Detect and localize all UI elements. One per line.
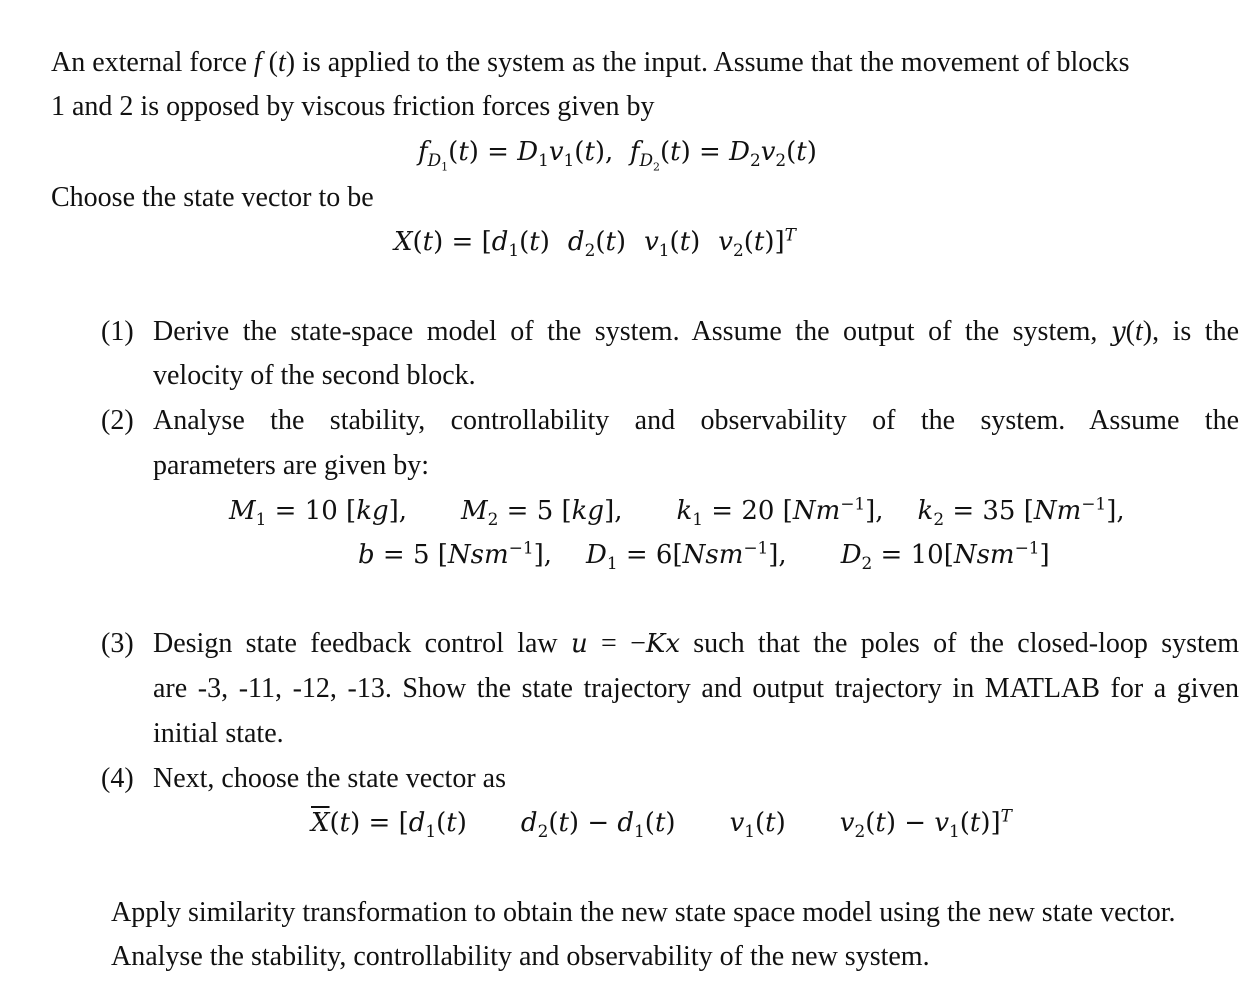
question-1-line-1: (1) Derive the state-space model of the system. Assume the output of the system, y(t), is the — [101, 316, 1240, 347]
new-state-vector-equation: $\overline{X}(t) = [d_1(t) d_2(t) - d_1(t)$ $v_1(t) v_2(t) - v_1(t)]^T$ — [311, 805, 1012, 842]
question-3-line-3: initial state. — [153, 718, 284, 749]
intro-line-1: An external force f (t) is applied to the system as the input. Assume that the movement of blocks — [51, 47, 1130, 78]
question-3-line-1: (3) Design state feedback control law u = −Kx such that the poles of the closed-loop system — [101, 628, 1239, 659]
closing-line-1: Apply similarity transformation to obtain the new state space model using the new state vector. — [111, 897, 1176, 928]
question-1-line-2: velocity of the second block. — [153, 360, 476, 391]
question-2-line-2: parameters are given by: — [153, 450, 429, 481]
parameters-row-1: $M_1 = 10$ [kg], $M_2 = 5$ [kg], $k_1 = 20$ $[Nm^{-1}]$, $k_2 = 35$ $[Nm^{-1}]$, — [229, 493, 1125, 530]
parameters-row-2: b = 5 [Nsm$^{-1}$], $D_1 = 6[Nsm^{-1}]$, $D_2 = 10[Nsm^{-1}]$ — [358, 537, 1050, 574]
question-2-line-1: (2) Analyse the stability, controllability and observability of the system. Assume the — [101, 405, 1239, 436]
question-3-line-2: are -3, -11, -12, -13. Show the state trajectory and output trajectory in MATLAB for a given — [153, 673, 1239, 704]
state-vector-equation: $X(t) = [d_1(t)$ $d_2(t)$ $v_1(t)$ $v_2(t)]^T$ — [394, 224, 796, 261]
question-4-line-1: (4) Next, choose the state vector as — [101, 763, 506, 794]
intro-line-2: 1 and 2 is opposed by viscous friction forces given by — [51, 91, 655, 122]
friction-equation: $f_{D_1}(t) = D_1v_1(t)$, $f_{D_2}(t) = D_2v_2(t)$ — [418, 137, 817, 174]
intro-line-3: Choose the state vector to be — [51, 182, 374, 213]
closing-line-2: Analyse the stability, controllability and observability of the new system. — [111, 941, 930, 972]
